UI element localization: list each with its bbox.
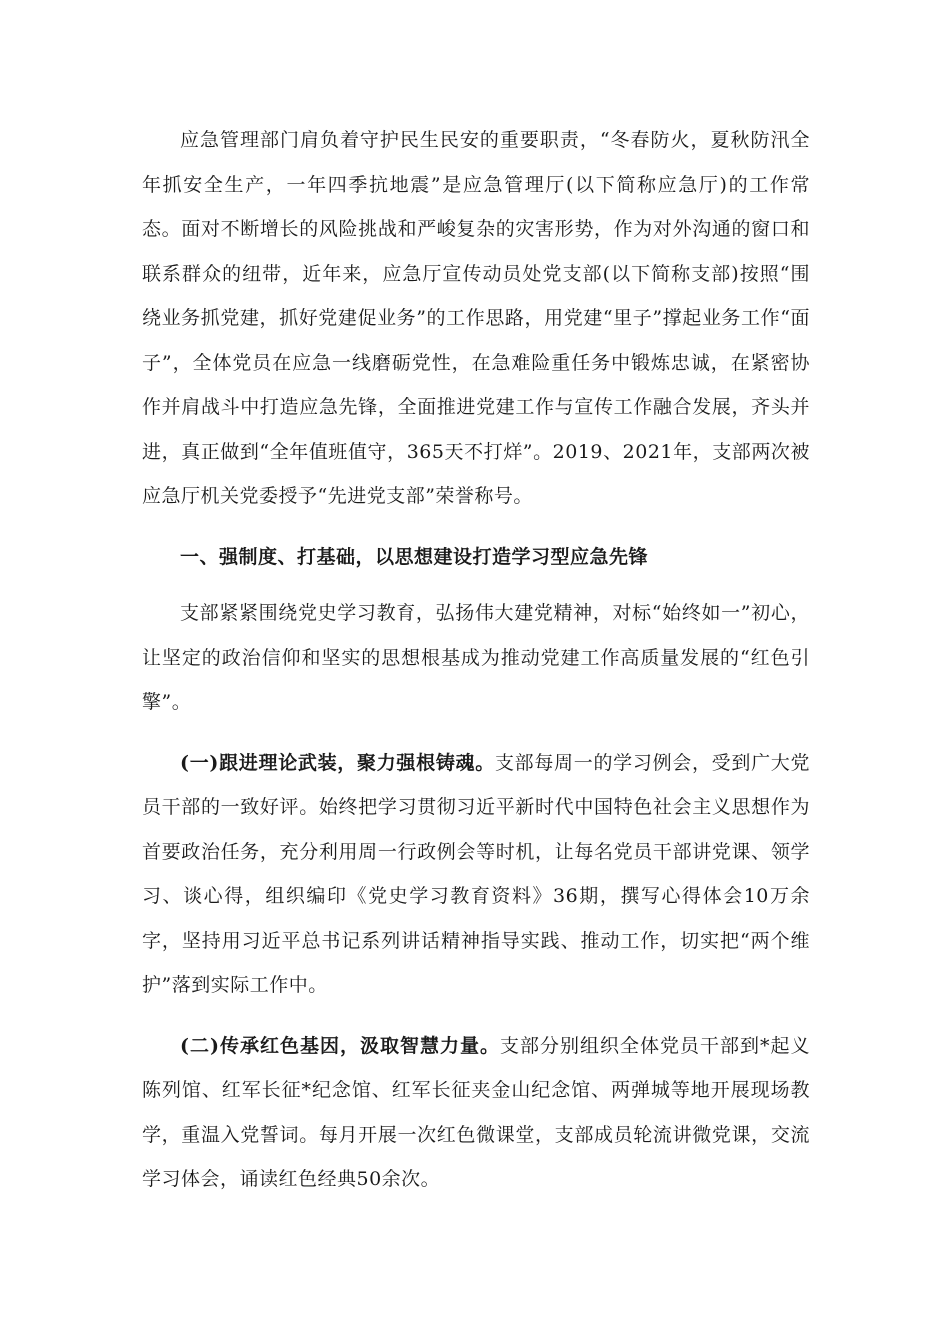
- section-intro-paragraph: 支部紧紧围绕党史学习教育，弘扬伟大建党精神，对标“始终如一”初心，让坚定的政治信仰和坚实的思想根基成为推动党建工作高质量发展的“红色引擎”。: [142, 602, 810, 713]
- spacer: [142, 519, 810, 535]
- spacer: [142, 725, 810, 741]
- subsection-1-body: 支部每周一的学习例会，受到广大党员干部的一致好评。始终把学习贯彻习近平新时代中国特色社会主义思想作为首要政治任务，充分利用周一行政例会等时机，让每名党员干部讲党课、领学习、谈心得，组织编印《党史学习教育资料》36期，撰写心得体会10万余字，坚持用习近平总书记系列讲话精神指导实践、推动工作，切实把“两个维护”落到实际工作中。: [142, 751, 810, 996]
- spacer: [142, 1008, 810, 1024]
- section-heading: 一、强制度、打基础，以思想建设打造学习型应急先锋: [180, 545, 649, 568]
- spacer: [142, 579, 810, 591]
- subsection-1-lead: (一)跟进理论武装，聚力强根铸魂。: [180, 751, 495, 774]
- subsection-1-paragraph: [142, 741, 810, 1008]
- intro-paragraph: 应急管理部门肩负着守护民生民安的重要职责，“冬春防火，夏秋防汛全年抓安全生产，一年四季抗地震”是应急管理厅(以下简称应急厅)的工作常态。面对不断增长的风险挑战和严峻复杂的灾害形势，作为对外沟通的窗口和联系群众的纽带，近年来，应急厅宣传动员处党支部(以下简称支部)按照“围绕业务抓党建，抓好党建促业务”的工作思路，用党建“里子”撑起业务工作“面子”，全体党员在应急一线磨砺党性，在急难险重任务中锻炼忠诚，在紧密协作并肩战斗中打造应急先锋，全面推进党建工作与宣传工作融合发展，齐头并进，真正做到“全年值班值守，365天不打烊”。2019、2021年，支部两次被应急厅机关党委授予“先进党支部”荣誉称号。: [142, 129, 810, 507]
- subsection-2-lead: (二)传承红色基因，汲取智慧力量。: [180, 1034, 500, 1057]
- subsection-2-body: 支部分别组织全体党员干部到*起义陈列馆、红军长征*纪念馆、红军长征夹金山纪念馆、两弹城等地开展现场教学，重温入党誓词。每月开展一次红色微课堂，支部成员轮流讲微党课，交流学习体会，诵读红色经典50余次。: [142, 1034, 810, 1190]
- document-page: [142, 118, 810, 1202]
- subsection-2-paragraph: [142, 1024, 810, 1202]
